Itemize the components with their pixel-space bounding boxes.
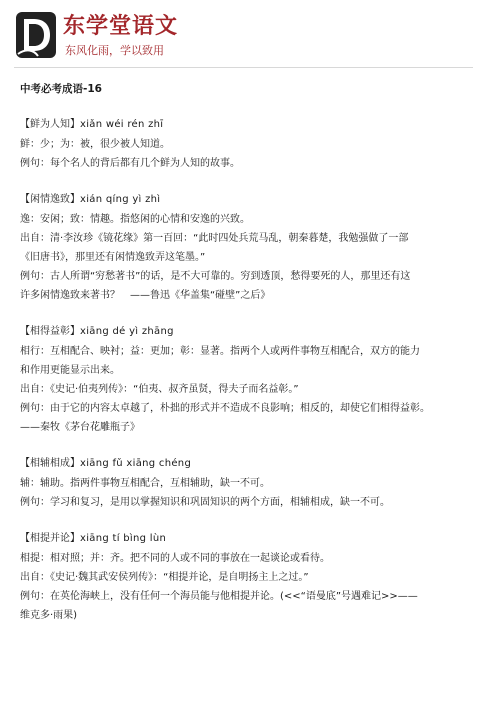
idiom-text-line: ——秦牧《茅台花雕瓶子》: [20, 422, 140, 433]
document-title: 中考必考成语-16: [20, 83, 102, 95]
idiom-entry: [20, 115, 475, 173]
header-divider: [14, 67, 473, 68]
idiom-pinyin: xiāng fǔ xiāng chéng: [80, 458, 192, 469]
idiom-pinyin: xiāng tí bìng lùn: [80, 533, 167, 544]
idiom-term: 【闲情逸致】: [20, 194, 80, 205]
idiom-heading: [20, 322, 475, 341]
idiom-text-line: 出自：《史记·伯夷列传》：“伯夷、叔齐虽贤，得夫子而名益彰。”: [20, 384, 299, 395]
idiom-text-line: 辅：辅助。指两件事物互相配合，互相辅助，缺一不可。: [20, 478, 270, 489]
idiom-term: 【相提并论】: [20, 533, 80, 544]
idiom-text-line: 例句：由于它的内容太卓越了，朴拙的形式并不造成不良影响；相反的，却使它们相得益彰。: [20, 403, 430, 414]
idiom-heading: [20, 115, 475, 134]
idiom-text-line: 《旧唐书》，那里还有闲情逸致弄这笔墨。”: [20, 252, 206, 263]
brand-name: 东学堂语文: [63, 13, 179, 39]
idiom-text-line: 出自：《史记·魏其武安侯列传》：“相提并论，是自明扬主上之过。”: [20, 572, 309, 583]
brand-slogan: 东风化雨，学以致用: [65, 44, 164, 57]
idiom-text-line: 相行：互相配合、映衬；益：更加；彰：显著。指两个人或两件事物互相配合，双方的能力: [20, 346, 420, 357]
idiom-text-line: 许多闲情逸致来著书？ ——鲁迅《华盖集“碰壁”之后》: [20, 290, 271, 301]
idiom-text-line: 逸：安闲；致：情趣。指悠闲的心情和安逸的兴致。: [20, 214, 250, 225]
idiom-term: 【鲜为人知】: [20, 119, 80, 130]
idiom-pinyin: xiǎn wéi rén zhī: [80, 119, 164, 130]
idiom-entry: [20, 190, 475, 305]
idiom-entry: [20, 454, 475, 512]
idiom-pinyin: xiāng dé yì zhāng: [80, 326, 174, 337]
idiom-pinyin: xián qíng yì zhì: [80, 194, 161, 205]
document-body: [20, 82, 475, 642]
idiom-text-line: 例句：学习和复习，是用以掌握知识和巩固知识的两个方面，相辅相成，缺一不可。: [20, 497, 390, 508]
idiom-text-line: 和作用更能显示出来。: [20, 365, 120, 376]
idiom-text-line: 鲜：少；为：被，很少被人知道。: [20, 139, 170, 150]
idiom-entry: [20, 322, 475, 437]
idiom-text-line: 例句：每个名人的背后都有几个鲜为人知的故事。: [20, 158, 240, 169]
idiom-term: 【相得益彰】: [20, 326, 80, 337]
idiom-text-line: 例句：在英伦海峡上，没有任何一个海员能与他相提并论。(<<“语曼底”号遇难记>>——: [20, 591, 418, 602]
idiom-text-line: 例句：古人所谓“穷愁著书”的话，是不大可靠的。穷到透顶，愁得要死的人，那里还有这: [20, 271, 411, 282]
idiom-entry: [20, 529, 475, 625]
idiom-text-line: 出自：清·李汝珍《镜花缘》第一百回：“此时四处兵荒马乱，朝秦暮楚，我勉强做了一部: [20, 233, 409, 244]
brand-logo-icon: [14, 10, 58, 60]
idiom-heading: [20, 190, 475, 209]
idiom-heading: [20, 454, 475, 473]
idiom-text-line: 相提：相对照；并：齐。把不同的人或不同的事放在一起谈论或看待。: [20, 553, 330, 564]
idiom-term: 【相辅相成】: [20, 458, 80, 469]
page-header: [0, 0, 487, 70]
idiom-heading: [20, 529, 475, 548]
idiom-text-line: 维克多·雨果): [20, 610, 78, 621]
